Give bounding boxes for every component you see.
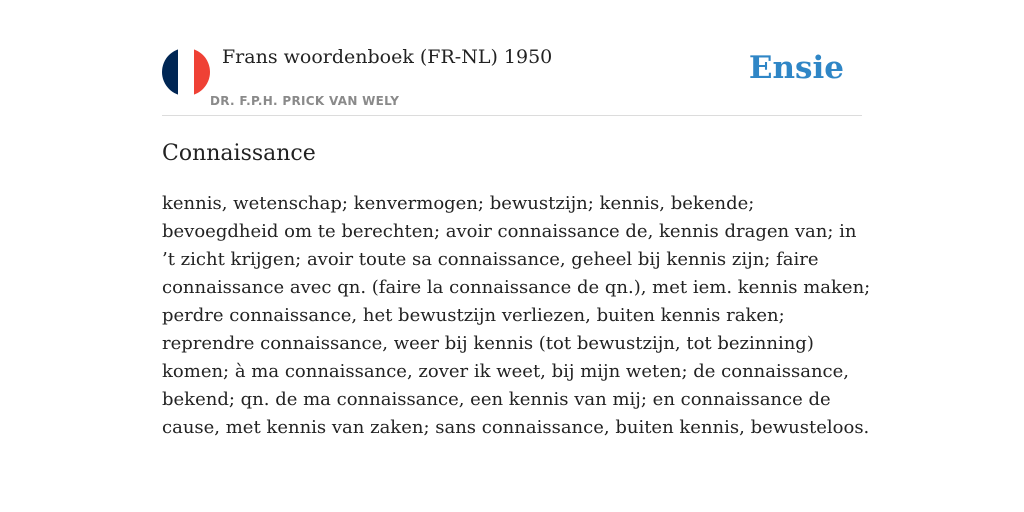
entry-headword: Connaissance [162,141,316,166]
flag-stripe-white [178,48,194,96]
dictionary-title[interactable]: Frans woordenboek (FR-NL) 1950 [222,46,553,68]
flag-stripe-blue [162,48,178,96]
card-header [162,40,862,116]
dictionary-author: DR. F.P.H. PRICK VAN WELY [210,94,400,108]
france-flag-icon [162,48,210,96]
ensie-logo-link[interactable]: Ensie [748,50,844,86]
entry-definition: kennis, wetenschap; kenvermogen; bewustzijn; kennis, bekende; bevoegdheid om te berechten; avoir connaissance de, kennis dragen van; in ’t zicht krijgen; avoir toute sa connaissance, geheel bij kennis zijn; faire connaissance avec qn. (faire la connaissance de qn.), met iem. kennis maken; perdre connaissance, het bewustzijn verliezen, buiten kennis raken; reprendre connaissance, weer bij kennis (tot bewustzijn, tot bezinning) komen; à ma connaissance, zover ik weet, bij mijn weten; de connaissance, bekend; qn. de ma connaissance, een kennis van mij; en connaissance de cause, met kennis van zaken; sans connaissance, buiten kennis, bewusteloos. [162,193,871,438]
dictionary-card [162,40,871,442]
flag-stripe-red [194,48,210,96]
